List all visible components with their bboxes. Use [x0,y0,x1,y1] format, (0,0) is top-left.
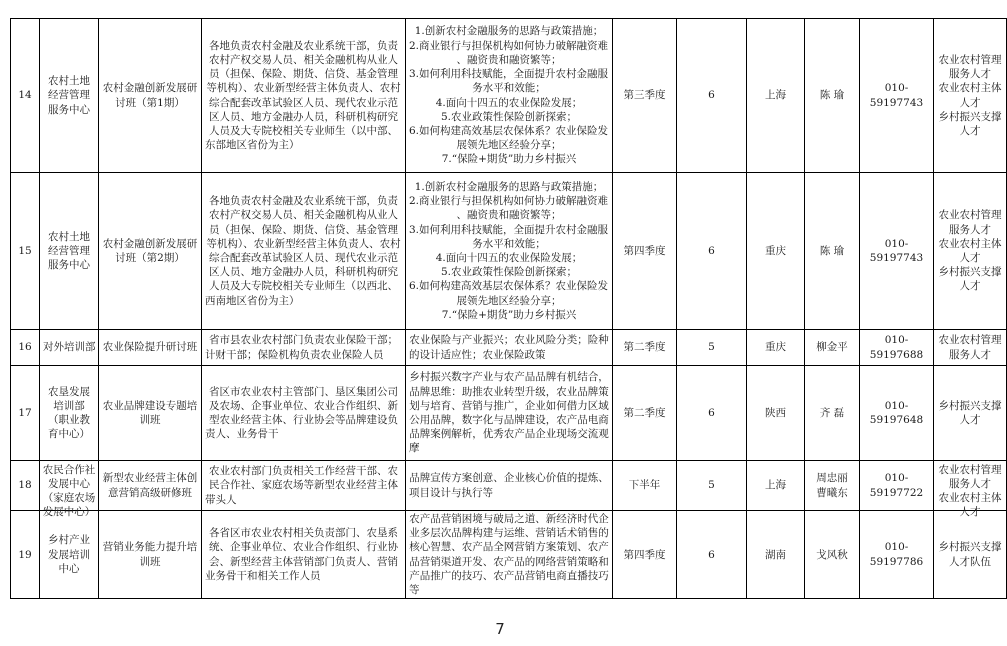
contact-person: 陈 瑜 [805,19,860,173]
contact-phone: 010-59197688 [860,330,934,366]
organizing-department: 农村土地经营管理服务中心 [40,173,99,330]
contact-person: 齐 磊 [805,366,860,461]
training-season: 第四季度 [613,511,677,599]
talent-category: 乡村振兴支撑 人才 [934,366,1007,461]
training-days: 5 [677,461,747,511]
training-place: 重庆 [747,330,805,366]
table-row [11,366,1007,461]
table-row [11,19,1007,173]
row-number: 19 [11,511,40,599]
training-place: 上海 [747,19,805,173]
organizing-department: 对外培训部 [40,330,99,366]
page-number: 7 [495,620,505,638]
course-name: 农业保险提升研讨班 [99,330,202,366]
talent-category: 农业农村管理 服务人才 农业农村主体 人才 [934,461,1007,511]
talent-category: 农业农村管理 服务人才 农业农村主体 人才 乡村振兴支撑 人才 [934,19,1007,173]
training-content: 品牌宣传方案创意、企业核心价值的提炼、项目设计与执行等 [406,461,613,511]
contact-person: 陈 瑜 [805,173,860,330]
training-target: 农业农村部门负责相关工作经营干部、农民合作社、家庭农场等新型农业经营主体带头人 [202,461,406,511]
training-season: 第二季度 [613,366,677,461]
contact-phone: 010-59197648 [860,366,934,461]
training-content: 农产品营销困境与破局之道、新经济时代企业多层次品牌构建与运维、营销话术销售的核心智慧、农产品全网营销方案策划、农产品营销渠道开发、农产品的网络营销策略和产品推广的技巧、农产品营销电商直播技巧等 [406,511,613,599]
course-name: 新型农业经营主体创意营销高级研修班 [99,461,202,511]
talent-category: 农业农村管理 服务人才 农业农村主体 人才 乡村振兴支撑 人才 [934,173,1007,330]
training-season: 第四季度 [613,173,677,330]
organizing-department: 农村土地经营管理服务中心 [40,19,99,173]
course-name: 农业品牌建设专题培训班 [99,366,202,461]
training-content: 农业保险与产业振兴；农业风险分类；险种的设计适应性；农业保险政策 [406,330,613,366]
course-name: 营销业务能力提升培训班 [99,511,202,599]
organizing-department: 农民合作社发展中心（家庭农场发展中心） [40,461,99,511]
table-row [11,461,1007,511]
contact-phone: 010-59197743 [860,19,934,173]
training-place: 上海 [747,461,805,511]
contact-person: 周忠丽 曹曦东 [805,461,860,511]
table-row [11,511,1007,599]
training-days: 6 [677,366,747,461]
training-target: 省市县农业农村部门负责农业保险干部；计财干部；保险机构负责农业保险人员 [202,330,406,366]
training-season: 第二季度 [613,330,677,366]
training-target: 各省区市农业农村相关负责部门、农垦系统、企事业单位、农业合作组织、行业协会、新型经营主体营销部门负责人、营销业务骨干和相关工作人员 [202,511,406,599]
training-days: 6 [677,173,747,330]
course-name: 农村金融创新发展研讨班（第2期） [99,173,202,330]
row-number: 14 [11,19,40,173]
talent-category: 乡村振兴支撑 人才队伍 [934,511,1007,599]
organizing-department: 农垦发展培训部（职业教育中心） [40,366,99,461]
contact-person: 戈风秋 [805,511,860,599]
row-number: 15 [11,173,40,330]
table-row [11,330,1007,366]
row-number: 16 [11,330,40,366]
training-target: 各地负责农村金融及农业系统干部，负责农村产权交易人员、相关金融机构从业人员（担保、保险、期货、信贷、基金管理等机构）、农业新型经营主体负责人、农村综合配套改革试验区人员、现代农业示范区人员、地方金融办人员，科研机构研究人员及大专院校相关专业师生（以西北、西南地区省份为主） [202,173,406,330]
training-place: 湖南 [747,511,805,599]
training-season: 第三季度 [613,19,677,173]
contact-person: 柳金平 [805,330,860,366]
training-season: 下半年 [613,461,677,511]
table-row [11,173,1007,330]
contact-phone: 010-59197743 [860,173,934,330]
training-place: 陕西 [747,366,805,461]
organizing-department: 乡村产业发展培训中心 [40,511,99,599]
training-content: 1.创新农村金融服务的思路与政策措施； 2.商业银行与担保机构如何协力破解融资难 、融资贵和融资繁等； 3.如何利用科技赋能，全面提升农村金融服 务水平和效能； 4.面向十四五的农业保险发展； 5.农业政策性保险创新探索； 6.如何构建高效基层农保体系？农业保险发 展领先地区经验分享； 7.“保险+期货”助力乡村振兴 [406,173,613,330]
row-number: 18 [11,461,40,511]
course-name: 农村金融创新发展研讨班（第1期） [99,19,202,173]
training-place: 重庆 [747,173,805,330]
training-days: 5 [677,330,747,366]
training-plan-table [10,18,1007,599]
training-days: 6 [677,19,747,173]
training-target: 各地负责农村金融及农业系统干部，负责农村产权交易人员、相关金融机构从业人员（担保、保险、期货、信贷、基金管理等机构）、农业新型经营主体负责人、农村综合配套改革试验区人员、现代农业示范区人员、地方金融办人员，科研机构研究人员及大专院校相关专业师生（以中部、东部地区省份为主） [202,19,406,173]
row-number: 17 [11,366,40,461]
training-content: 1.创新农村金融服务的思路与政策措施； 2.商业银行与担保机构如何协力破解融资难 、融资贵和融资繁等； 3.如何利用科技赋能，全面提升农村金融服 务水平和效能； 4.面向十四五的农业保险发展； 5.农业政策性保险创新探索； 6.如何构建高效基层农保体系？农业保险发 展领先地区经验分享； 7.“保险+期货”助力乡村振兴 [406,19,613,173]
training-content: 乡村振兴数字产业与农产品品牌有机结合，品牌思维：助推农业转型升级，农业品牌策划与培育、营销与推广，企业如何借力区域公用品牌，数字化与品牌建设，农产品电商品牌案例解析，优秀农产品企业现场交流观摩 [406,366,613,461]
contact-phone: 010-59197722 [860,461,934,511]
training-days: 6 [677,511,747,599]
contact-phone: 010-59197786 [860,511,934,599]
training-target: 省区市农业农村主管部门、垦区集团公司及农场、企事业单位、农业合作组织、新型农业经营主体、行业协会等品牌建设负责人、业务骨干 [202,366,406,461]
talent-category: 农业农村管理 服务人才 [934,330,1007,366]
